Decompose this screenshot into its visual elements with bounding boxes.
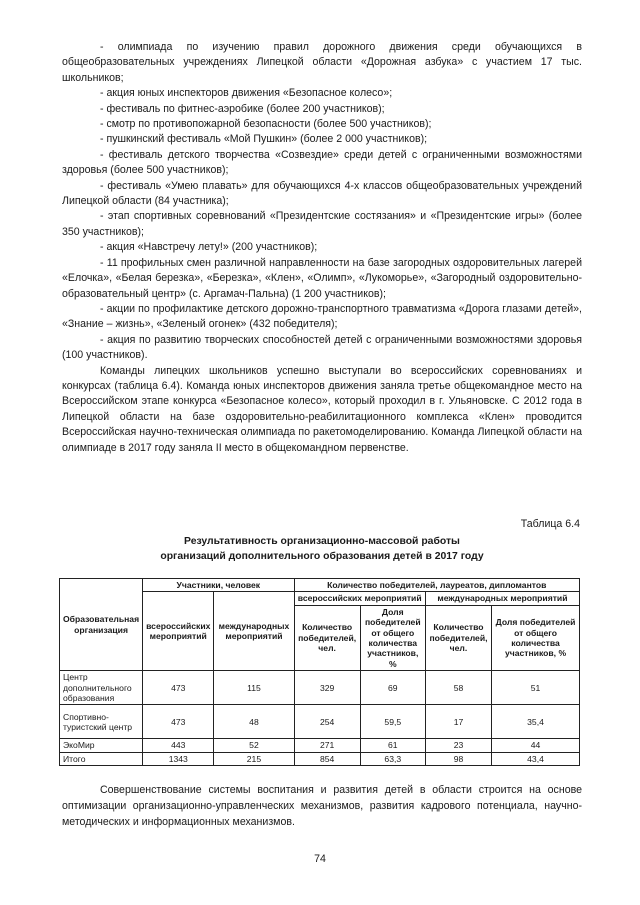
cell-s-int: 44 [492, 739, 580, 752]
cell-p-ru: 473 [143, 705, 214, 739]
cell-p-ru: 473 [143, 671, 214, 705]
cell-s-ru: 69 [360, 671, 425, 705]
table-row [60, 705, 580, 739]
list-item: - акция по развитию творческих способностей детей с ограниченными возможностями здоровья (100 участников). [62, 333, 582, 362]
cell-s-int: 43,4 [492, 752, 580, 765]
list-item: - фестиваль «Умею плавать» для обучающихся 4-х классов общеобразовательных учреждений Липецкой области (84 участника); [62, 179, 582, 208]
cell-s-ru: 61 [360, 739, 425, 752]
cell-s-int: 35,4 [492, 705, 580, 739]
cell-s-ru: 63,3 [360, 752, 425, 765]
header-count-winners: Количество победителей, чел. [294, 605, 360, 670]
paragraph: Команды липецких школьников успешно выступали во всероссийских соревнованиях и конкурсах (таблица 6.4). Команда юных инспекторов движения заняла третье общекомандное место на Всероссийском этапе конкурса «Безопасное колесо», который проходил в г. Ульяновске. С 2012 года в Липецкой области на базе оздоровительно-реабилитационного комплекса «Клен» проводится Всероссийская научно-техническая олимпиада по ракетомоделированию. Команда Липецкой области на олимпиаде в 2017 году заняла II место в общекомандном первенстве. [62, 364, 582, 454]
results-table [59, 578, 580, 766]
header-share-allrussian: Доля победителей от общего количества участников, % [360, 605, 425, 670]
cell-p-int: 48 [214, 705, 294, 739]
list-item: - фестиваль по фитнес-аэробике (более 200 участников); [100, 102, 385, 115]
header-count-winners-intl: Количество победителей, чел. [425, 605, 491, 670]
header-part-international: международных мероприятий [214, 592, 294, 671]
body-text [62, 40, 582, 456]
cell-p-ru: 1343 [143, 752, 214, 765]
cell-p-int: 215 [214, 752, 294, 765]
list-item: - акция юных инспекторов движения «Безопасное колесо»; [100, 87, 393, 100]
list-item: - этап спортивных соревнований «Президентские состязания» и «Президентские игры» (более 350 участников); [62, 210, 582, 238]
cell-w-ru: 271 [294, 739, 360, 752]
table-row [60, 752, 580, 765]
cell-w-ru: 254 [294, 705, 360, 739]
list-item: - фестиваль детского творчества «Созвездие» среди детей с ограниченными возможностями здоровья (более 500 участников); [62, 148, 582, 177]
table-caption: Таблица 6.4 [520, 518, 580, 530]
page-number: 74 [314, 853, 326, 865]
cell-w-int: 17 [425, 705, 491, 739]
cell-w-int: 23 [425, 739, 491, 752]
cell-org: ЭкоМир [60, 739, 143, 752]
cell-w-ru: 329 [294, 671, 360, 705]
paragraph: Совершенствование системы воспитания и развития детей в области строится на основе оптимизации организационно-управленческих механизмов, развития кадрового потенциала, научно-методических и информационных механизмов. [62, 784, 582, 828]
header-winners: Количество победителей, лауреатов, дипломантов [294, 579, 579, 592]
list-item: - пушкинский фестиваль «Мой Пушкин» (более 2 000 участников); [100, 133, 428, 146]
list-item: - олимпиада по изучению правил дорожного движения среди обучающихся в общеобразовательных учреждениях Липецкой области «Дорожная азбука» с участием 17 тыс. школьников; [62, 41, 582, 84]
table-title [62, 534, 582, 564]
table-row [60, 739, 580, 752]
closing-text [62, 782, 582, 830]
cell-w-int: 98 [425, 752, 491, 765]
cell-s-int: 51 [492, 671, 580, 705]
header-participants: Участники, человек [143, 579, 294, 592]
cell-p-int: 52 [214, 739, 294, 752]
header-international: международных мероприятий [425, 592, 579, 605]
cell-org: Спортивно-туристский центр [60, 705, 143, 739]
header-part-allrussian: всероссийских мероприятий [143, 592, 214, 671]
cell-p-ru: 443 [143, 739, 214, 752]
table-title-line: Результативность организационно-массовой работы [184, 536, 460, 547]
header-allrussian: всероссийских мероприятий [294, 592, 425, 605]
cell-w-ru: 854 [294, 752, 360, 765]
table-row [60, 671, 580, 705]
cell-org: Итого [60, 752, 143, 765]
cell-w-int: 58 [425, 671, 491, 705]
cell-p-int: 115 [214, 671, 294, 705]
list-item: - акции по профилактике детского дорожно-транспортного травматизма «Дорога глазами детей», «Знание – жизнь», «Зеленый огонек» (432 победителя); [62, 302, 582, 331]
table-title-line: организаций дополнительного образования детей в 2017 году [160, 551, 484, 562]
list-item: - смотр по противопожарной безопасности (более 500 участников); [100, 118, 432, 131]
list-item: - 11 профильных смен различной направленности на базе загородных оздоровительных лагерей «Елочка», «Белая березка», «Березка», «Клен», «Олимп», «Лукоморье», «Загородный оздоровительно-образовательный центр» (с. Аргамач-Пальна) (1 200 участников); [62, 256, 582, 300]
header-share-intl: Доля победителей от общего количества участников, % [492, 605, 580, 670]
cell-org: Центр дополнительного образования [60, 671, 143, 705]
cell-s-ru: 59,5 [360, 705, 425, 739]
header-org: Образовательная организация [60, 579, 143, 671]
table-header-row [60, 579, 580, 592]
list-item: - акция «Навстречу лету!» (200 участников); [100, 241, 318, 254]
